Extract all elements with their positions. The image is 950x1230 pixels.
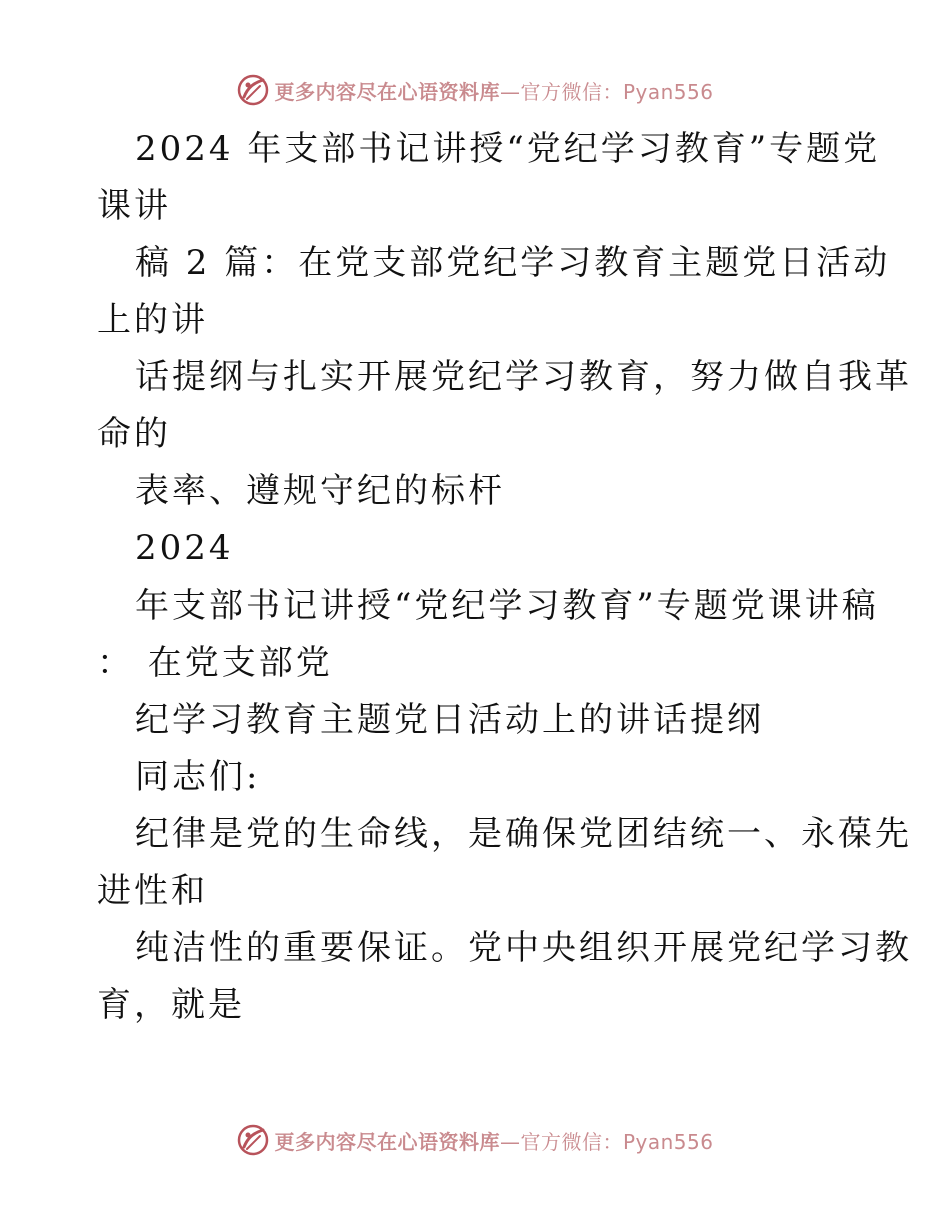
header-watermark [0, 70, 950, 110]
text-line: ： 在党支部党 [97, 643, 333, 683]
watermark-contact-text: —官方微信：Pyan556 [499, 1129, 714, 1154]
text-line: 稿 2 篇：在党支部党纪学习教育主题党日活动 [135, 243, 891, 283]
text-line: 同志们: [135, 757, 261, 797]
text-line: 进性和 [97, 871, 208, 911]
text-line: 2024 [135, 528, 234, 568]
watermark-main-text: 更多内容尽在心语资料库 [274, 1129, 500, 1154]
text-line: 纪学习教育主题党日活动上的讲话提纲 [135, 700, 764, 740]
seal-logo-icon [236, 1123, 270, 1157]
watermark-main-text: 更多内容尽在心语资料库 [274, 79, 500, 104]
footer-watermark [0, 1120, 950, 1160]
text-line: 话提纲与扎实开展党纪学习教育，努力做自我革 [135, 357, 912, 397]
text-line: 命的 [97, 414, 171, 454]
watermark-text [274, 1126, 713, 1155]
text-line: 2024 年支部书记讲授“党纪学习教育”专题党 [135, 129, 881, 169]
text-line: 表率、遵规守纪的标杆 [135, 471, 505, 511]
text-line: 育，就是 [97, 985, 245, 1025]
text-line: 纪律是党的生命线，是确保党团结统一、永葆先 [135, 814, 912, 854]
text-line: 上的讲 [97, 300, 208, 340]
seal-logo-icon [236, 73, 270, 107]
watermark-text [274, 76, 713, 105]
text-line: 年支部书记讲授“党纪学习教育”专题党课讲稿 [135, 586, 879, 626]
watermark-contact-text: —官方微信：Pyan556 [499, 79, 714, 104]
text-line: 课讲 [97, 186, 171, 226]
text-line: 纯洁性的重要保证。党中央组织开展党纪学习教 [135, 928, 912, 968]
